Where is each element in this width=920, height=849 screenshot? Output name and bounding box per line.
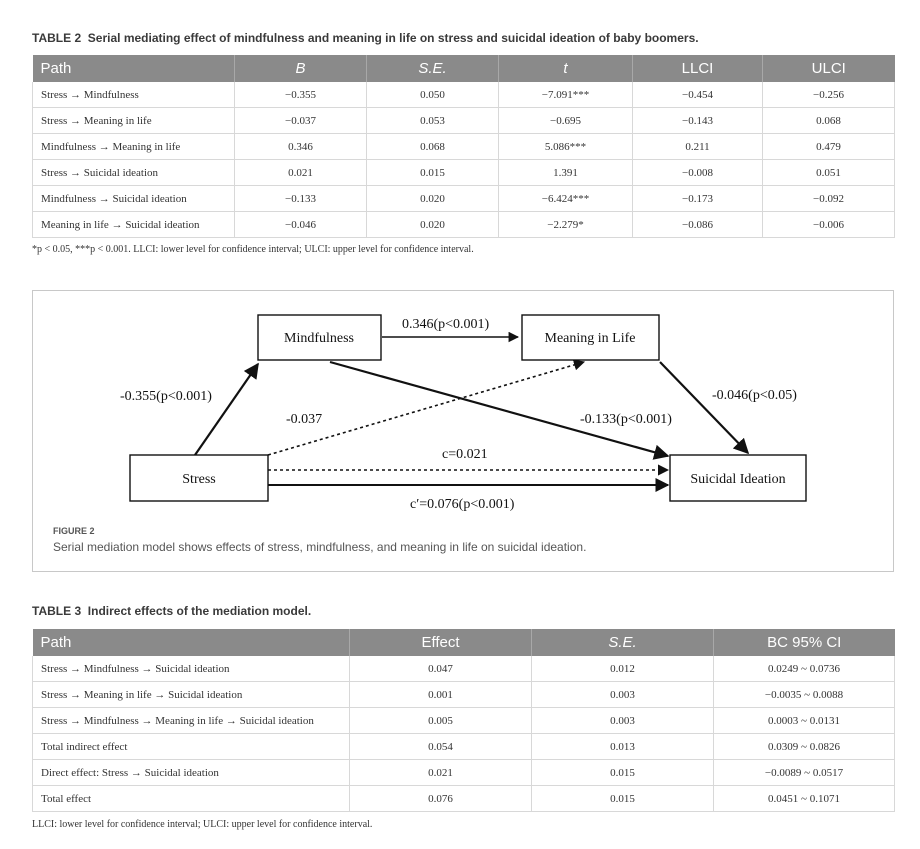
table-cell: 0.015: [532, 786, 714, 812]
table-cell: 0.021: [350, 760, 532, 786]
table3-caption: [32, 604, 311, 618]
table-cell: 0.051: [763, 160, 895, 186]
table3-header-ci: BC 95% CI: [714, 629, 895, 656]
table-cell: 0.012: [532, 656, 714, 682]
table-cell: −7.091***: [499, 82, 633, 108]
table-cell: −0.173: [633, 186, 763, 212]
table-cell: 0.047: [350, 656, 532, 682]
table-cell: −0.0089 ~ 0.0517: [714, 760, 895, 786]
table-row: [33, 186, 895, 212]
table2-header-ulci: ULCI: [763, 55, 895, 82]
table-cell: Stress → Meaning in life → Suicidal ideation: [33, 682, 350, 708]
table-row: [33, 760, 895, 786]
table-cell: −0.086: [633, 212, 763, 238]
table-cell: −0.008: [633, 160, 763, 186]
table-cell: 0.003: [532, 682, 714, 708]
table-row: [33, 682, 895, 708]
table-cell: −0.0035 ~ 0.0088: [714, 682, 895, 708]
table-cell: 0.020: [367, 186, 499, 212]
edge-meaning-suicidal: [660, 362, 748, 453]
table-cell: 0.054: [350, 734, 532, 760]
table-cell: 0.211: [633, 134, 763, 160]
table-cell: 0.003: [532, 708, 714, 734]
table-cell: 0.076: [350, 786, 532, 812]
table-cell: 0.0003 ~ 0.0131: [714, 708, 895, 734]
table-cell: Stress → Mindfulness → Suicidal ideation: [33, 656, 350, 682]
table-cell: −0.006: [763, 212, 895, 238]
table-cell: 0.0451 ~ 0.1071: [714, 786, 895, 812]
table3-caption-label: TABLE 3: [32, 604, 82, 618]
table2: [32, 55, 895, 238]
table-cell: Total indirect effect: [33, 734, 350, 760]
table-cell: 0.013: [532, 734, 714, 760]
table-cell: −6.424***: [499, 186, 633, 212]
table2-note: *p < 0.05, ***p < 0.001. LLCI: lower level for confidence interval; ULCI: upper level for confidence interval.: [32, 244, 474, 255]
table-cell: 0.068: [367, 134, 499, 160]
table3: [32, 629, 895, 812]
table-cell: 0.0309 ~ 0.0826: [714, 734, 895, 760]
table-cell: 0.015: [367, 160, 499, 186]
edge-stress-mindfulness: [195, 364, 258, 455]
table2-header-path: Path: [33, 55, 235, 82]
edge-mindfulness-suicidal: [330, 362, 668, 456]
table-cell: 0.346: [235, 134, 367, 160]
table-row: [33, 786, 895, 812]
table3-caption-text: Indirect effects of the mediation model.: [87, 604, 312, 618]
table2-header-t: t: [499, 55, 633, 82]
table2-caption: [32, 31, 699, 45]
table-cell: Stress → Meaning in life: [33, 108, 235, 134]
table-cell: 5.086***: [499, 134, 633, 160]
table3-header-effect: Effect: [350, 629, 532, 656]
label-stress-meaning: -0.037: [286, 412, 323, 427]
table-cell: 0.068: [763, 108, 895, 134]
table3-header-se: S.E.: [532, 629, 714, 656]
table-cell: 0.053: [367, 108, 499, 134]
table-row: [33, 656, 895, 682]
table-cell: −0.037: [235, 108, 367, 134]
table-cell: Total effect: [33, 786, 350, 812]
label-c-direct: c′=0.076(p<0.001): [410, 497, 515, 512]
table-cell: 0.005: [350, 708, 532, 734]
table-cell: −0.143: [633, 108, 763, 134]
table-cell: −0.454: [633, 82, 763, 108]
table-cell: −0.133: [235, 186, 367, 212]
table-row: [33, 108, 895, 134]
table-row: [33, 734, 895, 760]
table-cell: Direct effect: Stress → Suicidal ideation: [33, 760, 350, 786]
table-row: [33, 212, 895, 238]
table-cell: Meaning in life → Suicidal ideation: [33, 212, 235, 238]
table-cell: 0.020: [367, 212, 499, 238]
table-cell: Stress → Mindfulness: [33, 82, 235, 108]
label-mindfulness-meaning: 0.346(p<0.001): [402, 317, 490, 332]
node-mindfulness: Mindfulness: [284, 331, 354, 346]
table-row: [33, 708, 895, 734]
table-cell: 0.015: [532, 760, 714, 786]
table3-header-path: Path: [33, 629, 350, 656]
table2-header-se: S.E.: [367, 55, 499, 82]
table-cell: 0.0249 ~ 0.0736: [714, 656, 895, 682]
mediation-diagram: [32, 290, 894, 520]
table-cell: −0.256: [763, 82, 895, 108]
table-cell: Mindfulness → Meaning in life: [33, 134, 235, 160]
table-row: [33, 82, 895, 108]
label-c-total: c=0.021: [442, 447, 488, 462]
table3-note: LLCI: lower level for confidence interval; ULCI: upper level for confidence interval.: [32, 819, 373, 830]
table-cell: −0.092: [763, 186, 895, 212]
table3-header-row: [33, 629, 895, 656]
table-cell: 0.050: [367, 82, 499, 108]
table-cell: −0.355: [235, 82, 367, 108]
label-mindfulness-suicidal: -0.133(p<0.001): [580, 412, 672, 427]
label-meaning-suicidal: -0.046(p<0.05): [712, 388, 797, 403]
table-cell: 0.021: [235, 160, 367, 186]
table-row: [33, 160, 895, 186]
table-cell: −0.695: [499, 108, 633, 134]
table-cell: 1.391: [499, 160, 633, 186]
table-cell: −0.046: [235, 212, 367, 238]
node-suicidal: Suicidal Ideation: [690, 472, 786, 487]
table-cell: Stress → Suicidal ideation: [33, 160, 235, 186]
node-meaning: Meaning in Life: [544, 331, 636, 346]
figure2-caption: Serial mediation model shows effects of stress, mindfulness, and meaning in life on suicidal ideation.: [53, 540, 587, 554]
node-stress: Stress: [182, 472, 216, 487]
table-cell: 0.479: [763, 134, 895, 160]
table2-caption-text: Serial mediating effect of mindfulness and meaning in life on stress and suicidal ideation of baby boomers.: [87, 31, 699, 45]
label-stress-mindfulness: -0.355(p<0.001): [120, 389, 212, 404]
table2-header-llci: LLCI: [633, 55, 763, 82]
table2-header-b: B: [235, 55, 367, 82]
edge-stress-meaning: [268, 362, 584, 455]
table-cell: 0.001: [350, 682, 532, 708]
table2-caption-label: TABLE 2: [32, 31, 82, 45]
figure2-label: FIGURE 2: [53, 526, 95, 536]
table-cell: Mindfulness → Suicidal ideation: [33, 186, 235, 212]
table2-header-row: [33, 55, 895, 82]
table-cell: −2.279*: [499, 212, 633, 238]
table-cell: Stress → Mindfulness → Meaning in life → Suicidal ideation: [33, 708, 350, 734]
table-row: [33, 134, 895, 160]
